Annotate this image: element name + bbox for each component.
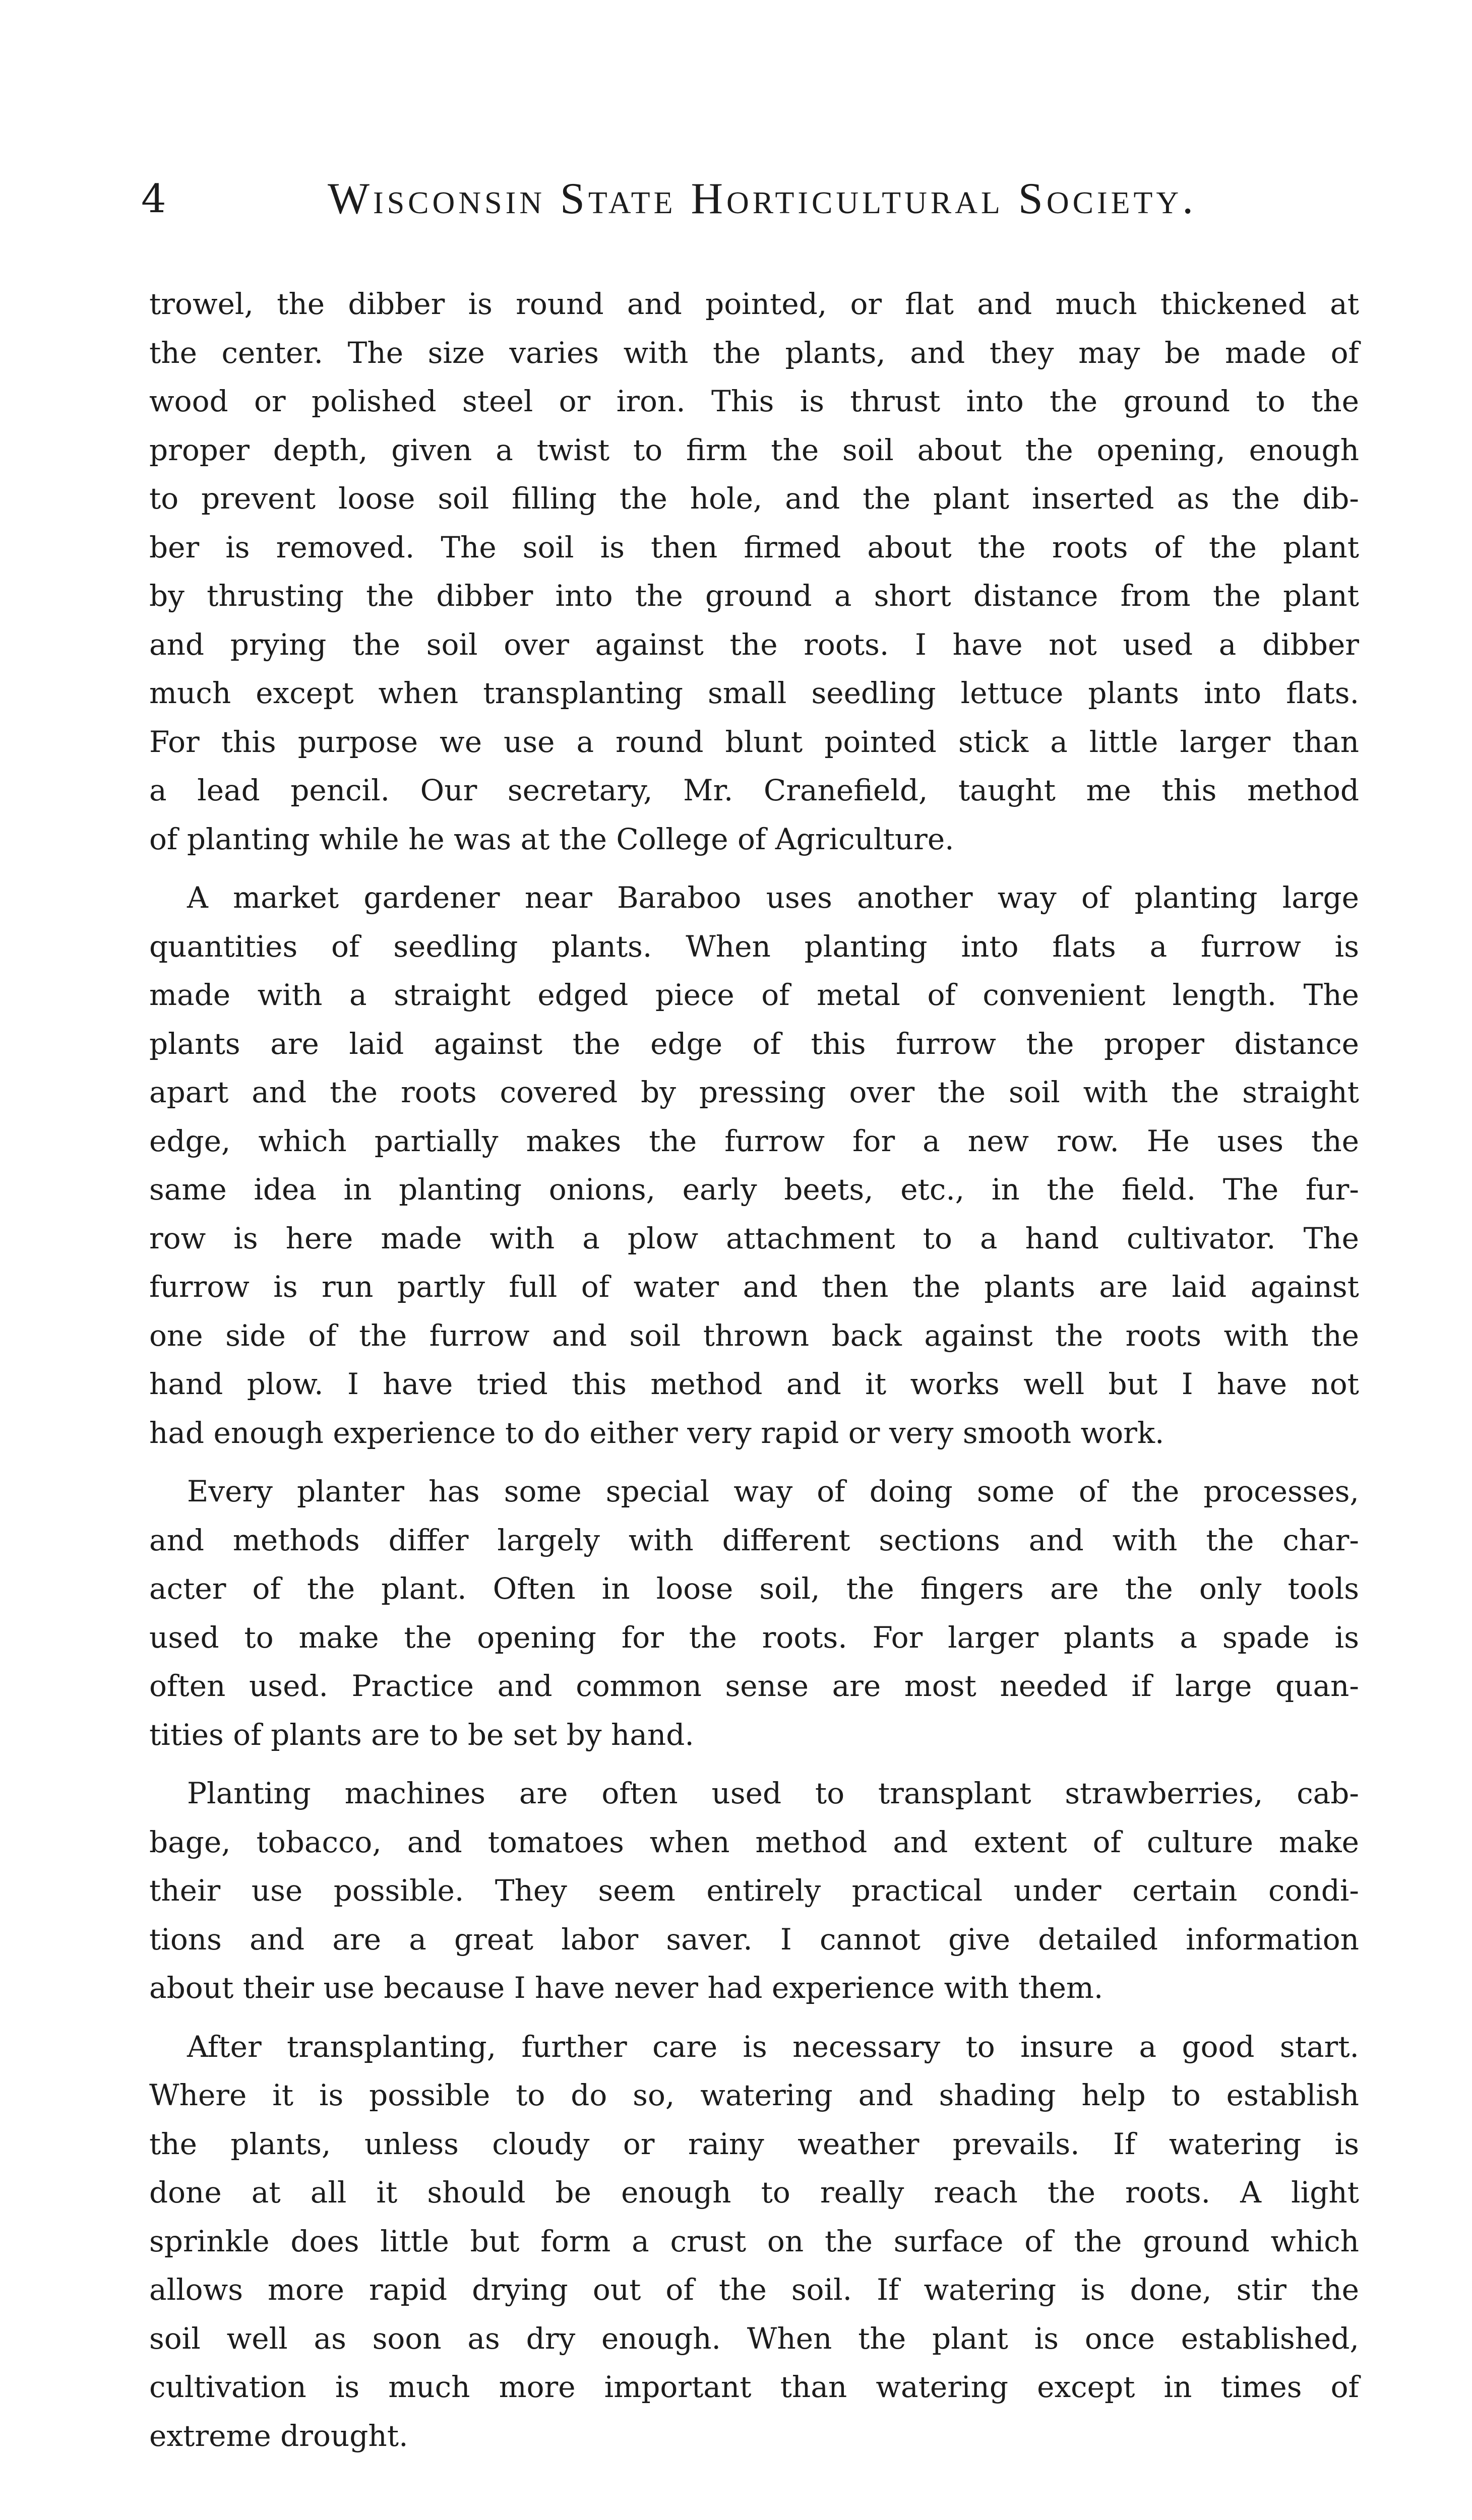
text-line: used to make the opening for the roots. For larger plants a spade is <box>149 1620 1359 1655</box>
paragraph-3 <box>149 1467 1359 1759</box>
text-line: A market gardener near Baraboo uses another way of planting large <box>187 880 1359 915</box>
text-line: acter of the plant. Often in loose soil, the fingers are the only tools <box>149 1571 1359 1606</box>
text-line: proper depth, given a twist to firm the soil about the opening, enough <box>149 432 1359 467</box>
text-line: Where it is possible to do so, watering and shading help to establish <box>149 2078 1359 2112</box>
page-number: 4 <box>141 176 166 222</box>
text-line: much except when transplanting small seedling lettuce plants into flats. <box>149 676 1359 710</box>
text-line: of planting while he was at the College of Agriculture. <box>149 822 954 856</box>
text-line: the center. The size varies with the plants, and they may be made of <box>149 335 1359 370</box>
paragraph-5 <box>149 2023 1359 2461</box>
text-line: For this purpose we use a round blunt pointed stick a little larger than <box>149 724 1359 759</box>
text-line: sprinkle does little but form a crust on the surface of the ground which <box>149 2224 1359 2258</box>
text-line: a lead pencil. Our secretary, Mr. Cranefield, taught me this method <box>149 773 1359 807</box>
text-line: done at all it should be enough to really reach the roots. A light <box>149 2175 1359 2210</box>
text-line: extreme drought. <box>149 2418 408 2453</box>
text-line: wood or polished steel or iron. This is thrust into the ground to the <box>149 384 1359 418</box>
text-line: often used. Practice and common sense are most needed if large quan- <box>149 1669 1359 1703</box>
text-line: had enough experience to do either very rapid or very smooth work. <box>149 1415 1164 1450</box>
text-line: cultivation is much more important than watering except in times of <box>149 2370 1359 2404</box>
text-line: and methods differ largely with different sections and with the char- <box>149 1523 1359 1557</box>
body-text <box>149 280 1359 2460</box>
text-line: quantities of seedling plants. When planting into flats a furrow is <box>149 929 1359 964</box>
text-line: tions and are a great labor saver. I cannot give detailed information <box>149 1922 1359 1957</box>
text-line: ber is removed. The soil is then firmed about the roots of the plant <box>149 530 1359 564</box>
text-line: same idea in planting onions, early beets, etc., in the field. The fur- <box>149 1172 1359 1207</box>
text-line: bage, tobacco, and tomatoes when method and extent of culture make <box>149 1824 1359 1859</box>
text-line: tities of plants are to be set by hand. <box>149 1717 694 1752</box>
text-line: After transplanting, further care is necessary to insure a good start. <box>187 2029 1359 2064</box>
text-line: trowel, the dibber is round and pointed, or flat and much thickened at <box>149 287 1359 321</box>
text-line: to prevent loose soil filling the hole, and the plant inserted as the dib- <box>149 481 1359 516</box>
paragraph-4 <box>149 1769 1359 2012</box>
text-line: soil well as soon as dry enough. When the plant is once established, <box>149 2321 1359 2356</box>
text-line: and prying the soil over against the roots. I have not used a dibber <box>149 627 1359 662</box>
text-line: Every planter has some special way of doing some of the processes, <box>187 1474 1359 1508</box>
text-line: made with a straight edged piece of metal of convenient length. The <box>149 978 1359 1012</box>
text-line: furrow is run partly full of water and then the plants are laid against <box>149 1270 1359 1304</box>
text-line: plants are laid against the edge of this furrow the proper distance <box>149 1026 1359 1061</box>
text-line: hand plow. I have tried this method and it works well but I have not <box>149 1367 1359 1401</box>
text-line: one side of the furrow and soil thrown back against the roots with the <box>149 1318 1359 1353</box>
text-line: by thrusting the dibber into the ground a short distance from the plant <box>149 579 1359 613</box>
page-header <box>136 174 1346 234</box>
text-line: about their use because I have never had experience with them. <box>149 1971 1103 2005</box>
text-line: Planting machines are often used to transplant strawberries, cab- <box>187 1776 1359 1810</box>
text-line: edge, which partially makes the furrow for a new row. He uses the <box>149 1123 1359 1158</box>
paragraph-2 <box>149 873 1359 1457</box>
paragraph-1 <box>149 280 1359 863</box>
text-line: row is here made with a plow attachment to a hand cultivator. The <box>149 1221 1359 1255</box>
text-line: allows more rapid drying out of the soil. If watering is done, stir the <box>149 2273 1359 2307</box>
running-title: Wisconsin State Horticultural Society. <box>328 174 1197 223</box>
text-line: apart and the roots covered by pressing over the soil with the straight <box>149 1075 1359 1109</box>
text-line: the plants, unless cloudy or rainy weather prevails. If watering is <box>149 2126 1359 2161</box>
text-line: their use possible. They seem entirely practical under certain condi- <box>149 1873 1359 1908</box>
